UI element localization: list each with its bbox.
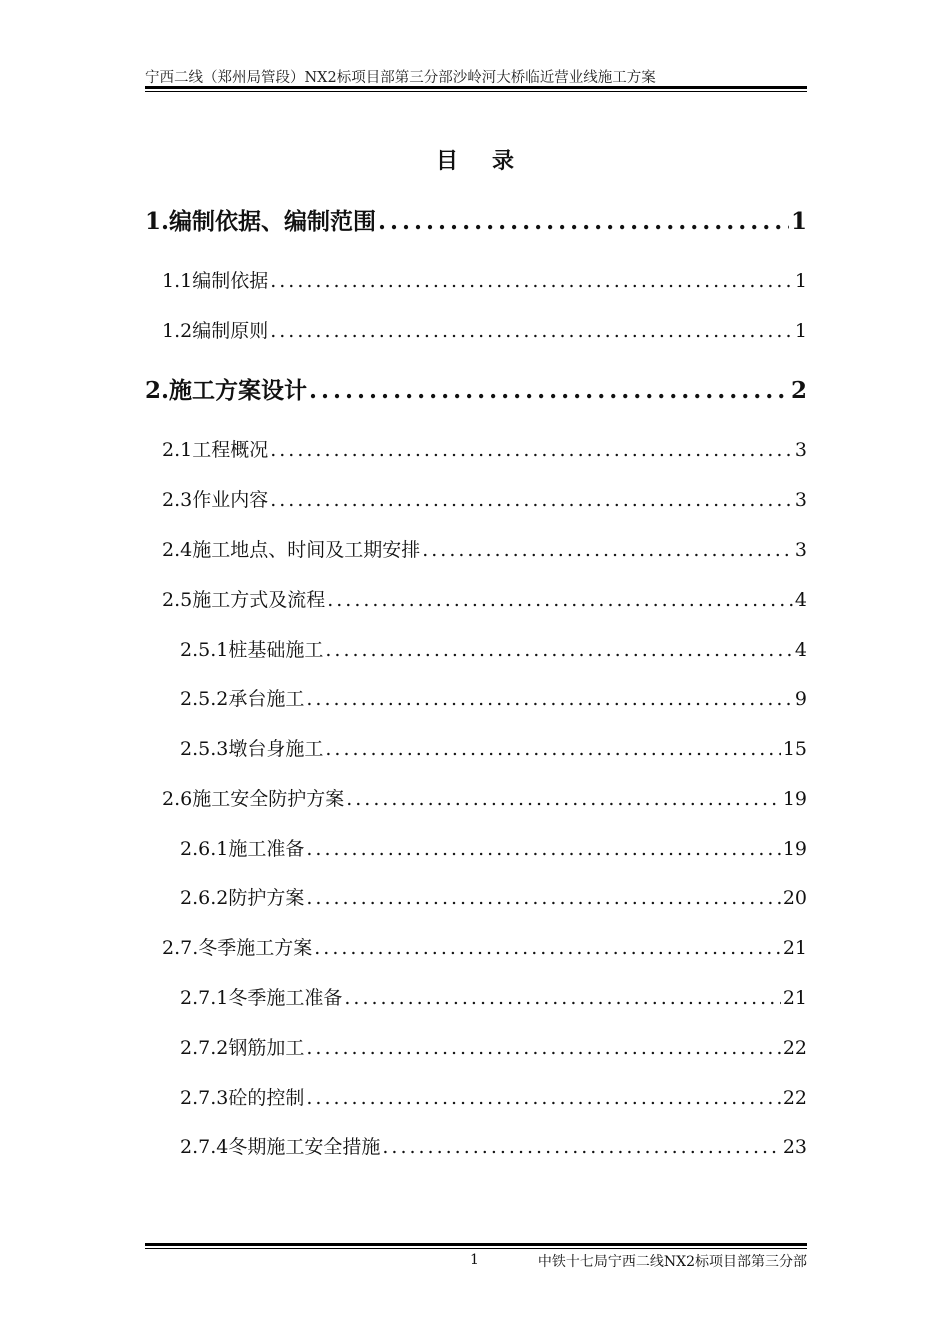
toc-entry-page: 22 [782,1087,807,1109]
toc-entry-page: 2 [790,377,807,404]
toc-entry-2-7-3[interactable] [180,1083,807,1110]
toc-entry-2-6-1[interactable] [180,834,807,861]
toc-entry-label: 2.1工程概况 [162,439,269,461]
toc-title: 目录 [435,148,548,174]
toc-entry-label: 2.6.1施工准备 [180,838,305,860]
toc-entry-label: 1.编制依据、编制范围 [145,208,377,235]
toc-entry-page: 21 [782,987,807,1009]
toc-entry-label: 2.7.冬季施工方案 [162,937,313,959]
toc-entry-1[interactable] [145,203,807,236]
footer-organization: 中铁十七局宁西二线NX2标项目部第三分部 [537,1254,807,1270]
toc-entry-1-2[interactable] [162,316,807,343]
toc-entry-2-6-2[interactable] [180,883,807,910]
dot-leader [306,838,780,860]
dot-leader [378,208,789,235]
toc-entry-label: 2.6施工安全防护方案 [162,788,345,810]
toc-entry-label: 2.7.1冬季施工准备 [180,987,343,1009]
toc-entry-2-1[interactable] [162,435,807,462]
toc-entry-label: 2.施工方案设计 [145,377,308,404]
toc-entry-label: 2.4施工地点、时间及工期安排 [162,539,421,561]
toc-entry-page: 3 [794,489,807,511]
dot-leader [270,320,793,342]
dot-leader [270,489,793,511]
running-header: 宁西二线（郑州局管段）NX2标项目部第三分部沙岭河大桥临近营业线施工方案 [145,70,656,86]
toc-entry-2-3[interactable] [162,485,807,512]
dot-leader [346,788,781,810]
toc-entry-page: 3 [794,439,807,461]
toc-entry-2-5[interactable] [162,585,807,612]
toc-entry-page: 19 [782,838,807,860]
toc-entry-2-7[interactable] [162,933,807,960]
toc-entry-2-5-2[interactable] [180,684,807,711]
dot-leader [306,1087,780,1109]
toc-entry-2[interactable] [145,372,807,405]
toc-entry-label: 2.6.2防护方案 [180,887,305,909]
toc-entry-2-5-1[interactable] [180,635,807,662]
dot-leader [306,1037,780,1059]
dot-leader [270,439,793,461]
toc-entry-2-7-1[interactable] [180,983,807,1010]
toc-entry-label: 2.7.3砼的控制 [180,1087,305,1109]
header-rule-thin [145,91,807,92]
dot-leader [314,937,781,959]
footer-rule-thin [145,1248,807,1249]
dot-leader [327,589,793,611]
dot-leader [309,377,789,404]
toc-entry-page: 15 [782,738,807,760]
header-rule-thick [145,86,807,89]
toc-entry-page: 19 [782,788,807,810]
dot-leader [270,270,793,292]
page-number: 1 [470,1252,479,1268]
toc-entry-2-7-4[interactable] [180,1132,807,1159]
toc-entry-2-7-2[interactable] [180,1033,807,1060]
dot-leader [382,1136,780,1158]
dot-leader [306,688,793,710]
toc-entry-2-5-3[interactable] [180,734,807,761]
toc-entry-page: 22 [782,1037,807,1059]
toc-entry-1-1[interactable] [162,266,807,293]
toc-entry-page: 1 [790,208,807,235]
dot-leader [325,639,793,661]
toc-entry-2-6[interactable] [162,784,807,811]
toc-entry-page: 21 [782,937,807,959]
toc-entry-label: 2.5.3墩台身施工 [180,738,324,760]
dot-leader [344,987,780,1009]
toc-entry-label: 2.5.1桩基础施工 [180,639,324,661]
dot-leader [422,539,793,561]
toc-entry-label: 2.5施工方式及流程 [162,589,326,611]
toc-entry-page: 9 [794,688,807,710]
toc-entry-label: 1.2编制原则 [162,320,269,342]
toc-entry-page: 20 [782,887,807,909]
footer-rule-thick [145,1243,807,1246]
toc-entry-page: 1 [794,320,807,342]
toc-entry-label: 2.7.4冬期施工安全措施 [180,1136,381,1158]
toc-entry-label: 2.7.2钢筋加工 [180,1037,305,1059]
dot-leader [306,887,780,909]
dot-leader [325,738,780,760]
toc-entry-page: 3 [794,539,807,561]
toc-entry-page: 4 [794,589,807,611]
toc-entry-label: 1.1编制依据 [162,270,269,292]
toc-entry-page: 23 [782,1136,807,1158]
toc-entry-2-4[interactable] [162,535,807,562]
toc-entry-page: 1 [794,270,807,292]
toc-entry-label: 2.5.2承台施工 [180,688,305,710]
toc-entry-page: 4 [794,639,807,661]
toc-entry-label: 2.3作业内容 [162,489,269,511]
